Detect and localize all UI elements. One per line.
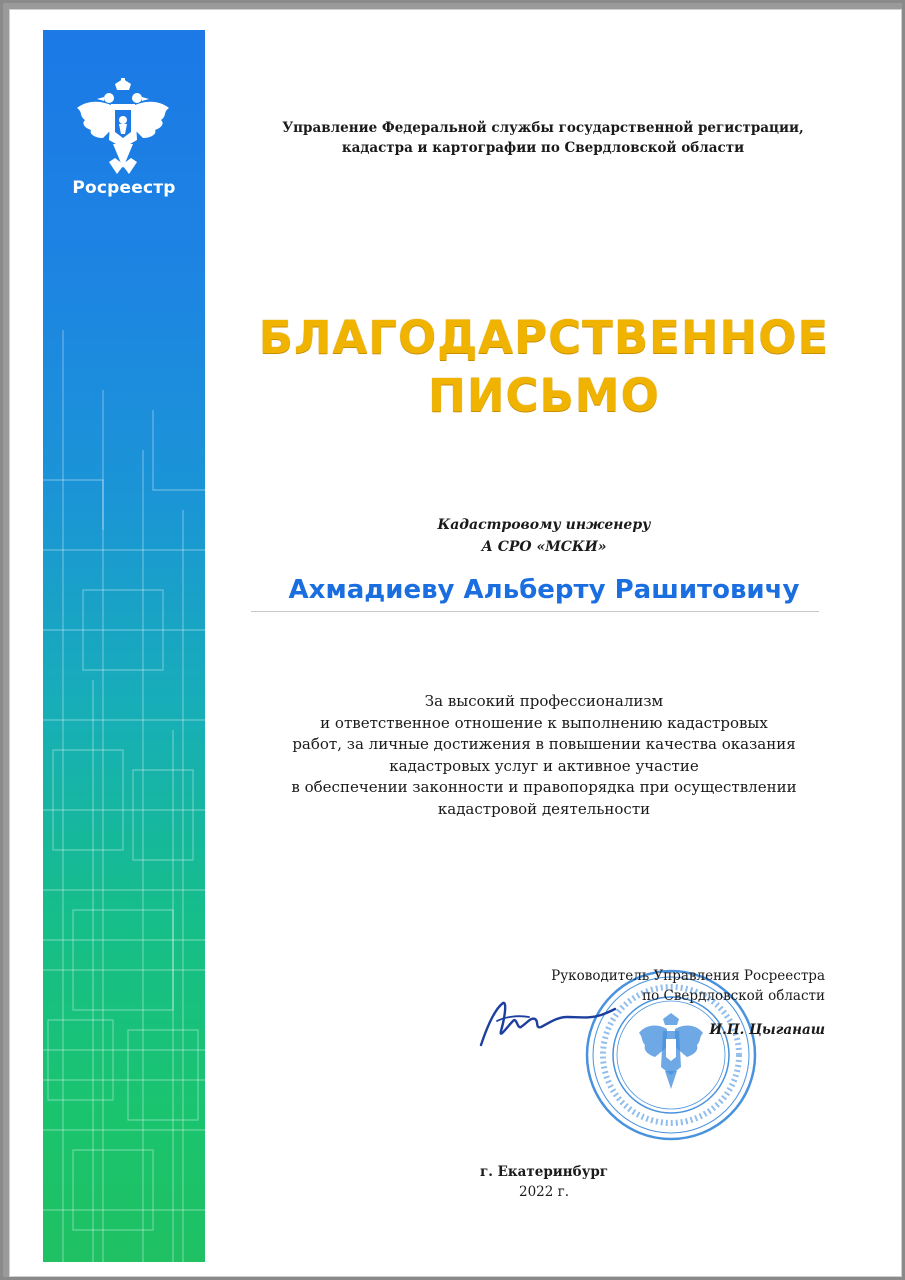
document-frame	[3, 3, 902, 1277]
reason-line: и ответственное отношение к выполнению кадастровых	[320, 713, 768, 732]
city: г. Екатеринбург	[479, 1164, 609, 1180]
brand-stripe	[43, 30, 205, 1262]
reason-line: в обеспечении законности и правопорядка при осуществлении	[291, 778, 797, 796]
reason-line: работ, за личные достижения в повышении качества оказания	[292, 735, 796, 753]
recipient-role-line-2: А СРО «МСКИ»	[481, 539, 607, 555]
cadastral-grid-pattern	[43, 30, 205, 1262]
signatory-position-line-2: по Свердловской области	[642, 988, 825, 1004]
recipient-name: Ахмадиеву Альберту Рашитовичу	[288, 575, 800, 605]
organization-line-2: кадастра и картографии по Свердловской области	[341, 140, 745, 156]
brand-name: Росреестр	[72, 178, 176, 198]
certificate-page	[9, 9, 902, 1277]
name-underline	[251, 611, 819, 612]
recipient-role	[319, 514, 769, 558]
reason-line: За высокий профессионализм	[424, 692, 664, 710]
reason-line: кадастровой деятельности	[437, 799, 651, 818]
recipient-role-line-1: Кадастровому инженеру	[437, 517, 651, 533]
organization-header	[239, 118, 847, 158]
signatory-position	[529, 966, 825, 1006]
organization-line-1: Управление Федеральной службы государственной регистрации,	[282, 120, 804, 136]
title-line-2: ПИСЬМО	[428, 369, 660, 422]
double-headed-eagle-icon	[73, 78, 173, 178]
signatory-position-line-1: Руководитель Управления Росреестра	[551, 968, 825, 984]
title-line-1: БЛАГОДАРСТВЕННОЕ	[258, 311, 830, 364]
document-title	[219, 309, 869, 425]
signatory-name: И.П. Цыганаш	[709, 1022, 825, 1038]
reason-text	[234, 691, 854, 820]
year: 2022 г.	[518, 1184, 569, 1200]
reason-line: кадастровых услуг и активное участие	[389, 756, 699, 775]
